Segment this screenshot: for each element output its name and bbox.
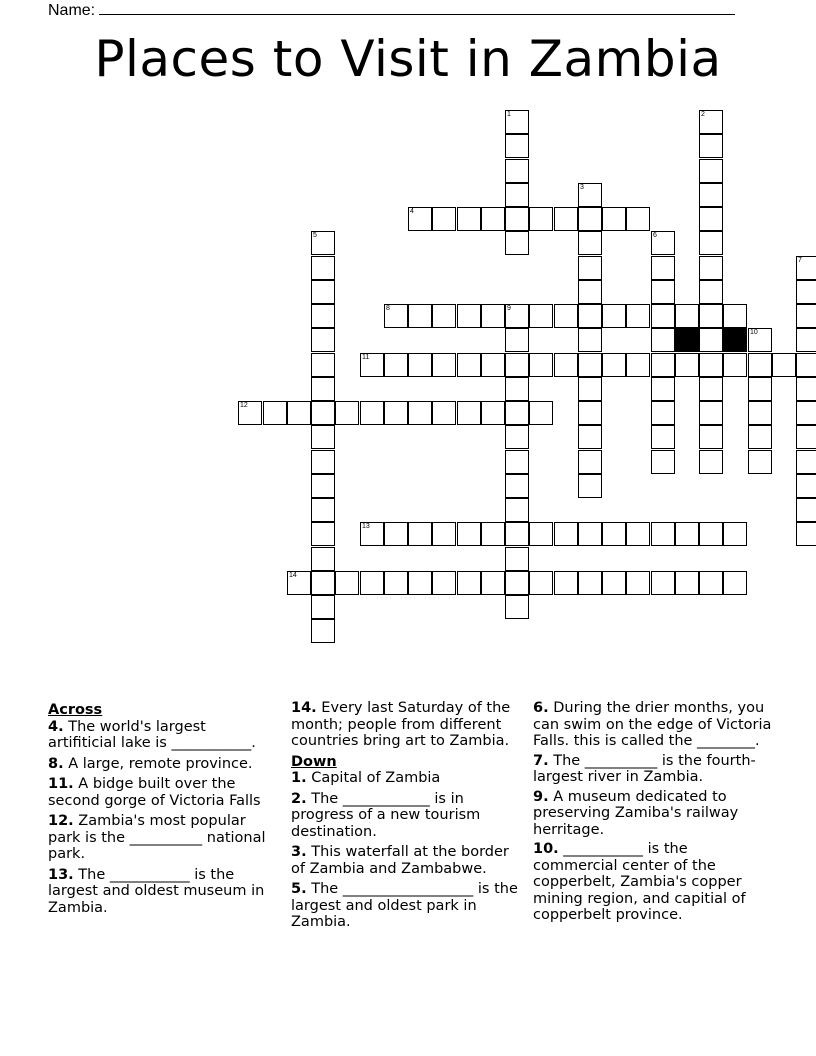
cell-number: 9 [507, 305, 511, 312]
grid-cell[interactable] [311, 547, 335, 571]
cell-number: 13 [362, 523, 370, 530]
cell-number: 4 [410, 208, 414, 215]
name-label: Name: [48, 2, 96, 19]
grid-cell[interactable] [408, 304, 432, 328]
grid-cell[interactable] [311, 498, 335, 522]
grid-cell[interactable] [360, 571, 384, 595]
grid-cell[interactable] [360, 353, 384, 377]
clue-down-9: 9. A museum dedicated to preserving Zamiba's railway herritage. [533, 788, 739, 838]
grid-cell[interactable] [505, 159, 529, 183]
grid-cell[interactable] [796, 353, 816, 377]
grid-cell[interactable] [626, 304, 650, 328]
grid-cell[interactable] [772, 353, 796, 377]
grid-cell[interactable] [529, 401, 553, 425]
grid-cell[interactable] [505, 183, 529, 207]
grid-cell[interactable] [505, 353, 529, 377]
grid-cell[interactable] [311, 256, 335, 280]
grid-cell[interactable] [360, 401, 384, 425]
grid-cell[interactable] [554, 522, 578, 546]
grid-cell[interactable] [505, 474, 529, 498]
grid-cell[interactable] [602, 571, 626, 595]
grid-cell[interactable] [505, 207, 529, 231]
cell-number: 10 [750, 329, 758, 336]
grid-cell[interactable] [457, 522, 481, 546]
grid-cell[interactable] [529, 522, 553, 546]
clue-across-8: 8. A large, remote province. [48, 755, 253, 772]
grid-cell[interactable] [505, 571, 529, 595]
grid-cell[interactable] [384, 353, 408, 377]
grid-cell[interactable] [311, 571, 335, 595]
grid-cell[interactable] [723, 304, 747, 328]
grid-cell[interactable] [651, 571, 675, 595]
grid-cell[interactable] [626, 571, 650, 595]
grid-cell[interactable] [481, 353, 505, 377]
grid-cell[interactable] [408, 522, 432, 546]
grid-cell[interactable] [457, 207, 481, 231]
clue-down-3: 3. This waterfall at the border of Zambia and Zambabwe. [291, 844, 509, 877]
grid-cell[interactable] [505, 522, 529, 546]
grid-cell[interactable] [505, 498, 529, 522]
grid-cell[interactable] [699, 353, 723, 377]
clue-across-13: 13. The ___________ is the largest and oldest museum in Zambia. [48, 866, 265, 916]
cell-number: 2 [701, 111, 705, 118]
clue-column-2 [291, 700, 523, 935]
grid-cell[interactable] [699, 110, 723, 134]
grid-cell[interactable] [578, 256, 602, 280]
grid-cell[interactable] [796, 450, 816, 474]
grid-cell[interactable] [675, 304, 699, 328]
grid-cell[interactable] [796, 256, 816, 280]
grid-cell[interactable] [699, 280, 723, 304]
cell-number: 1 [507, 111, 511, 118]
grid-cell[interactable] [602, 304, 626, 328]
clue-down-1: 1. Capital of Zambia [291, 770, 441, 786]
grid-cell[interactable] [554, 571, 578, 595]
grid-cell[interactable] [748, 401, 772, 425]
grid-cell[interactable] [796, 377, 816, 401]
grid-cell[interactable] [481, 207, 505, 231]
cell-number: 7 [798, 257, 802, 264]
grid-cell[interactable] [505, 304, 529, 328]
grid-cell[interactable] [311, 595, 335, 619]
grid-cell[interactable] [263, 401, 287, 425]
grid-cell[interactable] [529, 304, 553, 328]
grid-cell[interactable] [651, 450, 675, 474]
grid-cell[interactable] [311, 377, 335, 401]
clue-across-4: 4. The world's largest artifiticial lake is ___________. [48, 718, 256, 751]
down-heading: Down [291, 753, 337, 770]
grid-cell[interactable] [723, 522, 747, 546]
grid-cell[interactable] [675, 571, 699, 595]
grid-cell[interactable] [651, 304, 675, 328]
grid-cell[interactable] [408, 571, 432, 595]
grid-black-cell [675, 328, 699, 352]
grid-cell[interactable] [457, 304, 481, 328]
grid-cell[interactable] [651, 231, 675, 255]
clue-across-11: 11. A bidge built over the second gorge of Victoria Falls [48, 776, 261, 809]
grid-cell[interactable] [748, 425, 772, 449]
grid-cell[interactable] [651, 256, 675, 280]
grid-cell[interactable] [651, 328, 675, 352]
grid-cell[interactable] [457, 571, 481, 595]
cell-number: 12 [240, 402, 248, 409]
grid-cell[interactable] [481, 522, 505, 546]
grid-cell[interactable] [651, 353, 675, 377]
grid-cell[interactable] [578, 377, 602, 401]
grid-cell[interactable] [602, 207, 626, 231]
grid-cell[interactable] [699, 304, 723, 328]
grid-cell[interactable] [699, 401, 723, 425]
grid-cell[interactable] [287, 401, 311, 425]
grid-cell[interactable] [529, 353, 553, 377]
grid-cell[interactable] [335, 571, 359, 595]
grid-cell[interactable] [481, 571, 505, 595]
grid-cell[interactable] [408, 207, 432, 231]
clue-across-12: 12. Zambia's most popular park is the __________ national park. [48, 813, 266, 862]
grid-cell[interactable] [505, 110, 529, 134]
grid-cell[interactable] [505, 547, 529, 571]
cell-number: 14 [289, 572, 297, 579]
grid-cell[interactable] [796, 498, 816, 522]
grid-cell[interactable] [311, 474, 335, 498]
grid-cell[interactable] [311, 425, 335, 449]
grid-cell[interactable] [529, 571, 553, 595]
grid-cell[interactable] [578, 328, 602, 352]
cell-number: 5 [313, 232, 317, 239]
grid-cell[interactable] [311, 401, 335, 425]
grid-cell[interactable] [360, 522, 384, 546]
clue-down-10: 10. ___________ is the commercial center of the copperbelt, Zambia's copper mining region, and capitial of copperbelt province. [533, 841, 746, 923]
grid-cell[interactable] [432, 571, 456, 595]
cell-number: 6 [653, 232, 657, 239]
grid-cell[interactable] [311, 328, 335, 352]
grid-cell[interactable] [311, 619, 335, 643]
grid-cell[interactable] [651, 425, 675, 449]
grid-cell[interactable] [699, 256, 723, 280]
grid-cell[interactable] [796, 425, 816, 449]
grid-cell[interactable] [748, 450, 772, 474]
grid-cell[interactable] [432, 401, 456, 425]
grid-cell[interactable] [384, 571, 408, 595]
grid-cell[interactable] [626, 207, 650, 231]
grid-cell[interactable] [384, 401, 408, 425]
grid-cell[interactable] [578, 280, 602, 304]
grid-cell[interactable] [699, 450, 723, 474]
grid-cell[interactable] [505, 401, 529, 425]
grid-cell[interactable] [699, 522, 723, 546]
grid-cell[interactable] [384, 522, 408, 546]
grid-cell[interactable] [505, 377, 529, 401]
grid-cell[interactable] [699, 328, 723, 352]
grid-cell[interactable] [505, 595, 529, 619]
grid-cell[interactable] [651, 377, 675, 401]
grid-cell[interactable] [432, 353, 456, 377]
grid-cell[interactable] [578, 474, 602, 498]
clue-down-7: 7. The __________ is the fourth-largest river in Zambia. [533, 752, 756, 785]
grid-cell[interactable] [505, 231, 529, 255]
cell-number: 11 [362, 354, 370, 361]
grid-cell[interactable] [311, 280, 335, 304]
grid-cell[interactable] [723, 353, 747, 377]
clue-down-5: 5. The __________________ is the largest and oldest park in Zambia. [291, 881, 518, 930]
grid-cell[interactable] [796, 474, 816, 498]
grid-cell[interactable] [699, 134, 723, 158]
grid-cell[interactable] [748, 328, 772, 352]
grid-cell[interactable] [723, 571, 747, 595]
clue-column-3 [533, 700, 773, 927]
grid-cell[interactable] [311, 231, 335, 255]
grid-cell[interactable] [578, 353, 602, 377]
grid-cell[interactable] [796, 304, 816, 328]
grid-cell[interactable] [578, 522, 602, 546]
grid-cell[interactable] [529, 207, 553, 231]
grid-cell[interactable] [408, 401, 432, 425]
grid-cell[interactable] [796, 401, 816, 425]
grid-cell[interactable] [748, 377, 772, 401]
grid-cell[interactable] [675, 522, 699, 546]
grid-cell[interactable] [699, 159, 723, 183]
grid-black-cell [723, 328, 747, 352]
grid-cell[interactable] [311, 304, 335, 328]
cell-number: 8 [386, 305, 390, 312]
grid-cell[interactable] [699, 207, 723, 231]
grid-cell[interactable] [457, 401, 481, 425]
grid-cell[interactable] [578, 401, 602, 425]
grid-cell[interactable] [578, 571, 602, 595]
grid-cell[interactable] [602, 353, 626, 377]
grid-cell[interactable] [432, 522, 456, 546]
grid-cell[interactable] [651, 401, 675, 425]
across-heading: Across [48, 702, 103, 718]
grid-cell[interactable] [432, 304, 456, 328]
grid-cell[interactable] [699, 183, 723, 207]
grid-cell[interactable] [457, 353, 481, 377]
grid-cell[interactable] [796, 522, 816, 546]
grid-cell[interactable] [408, 353, 432, 377]
grid-cell[interactable] [554, 353, 578, 377]
grid-cell[interactable] [311, 522, 335, 546]
grid-cell[interactable] [432, 207, 456, 231]
grid-cell[interactable] [505, 134, 529, 158]
grid-cell[interactable] [796, 280, 816, 304]
clue-down-6: 6. During the drier months, you can swim on the edge of Victoria Falls. this is called the ________. [533, 700, 772, 749]
grid-cell[interactable] [699, 571, 723, 595]
grid-cell[interactable] [578, 207, 602, 231]
grid-cell[interactable] [311, 353, 335, 377]
grid-cell[interactable] [626, 353, 650, 377]
grid-cell[interactable] [554, 304, 578, 328]
grid-cell[interactable] [335, 401, 359, 425]
grid-cell[interactable] [384, 304, 408, 328]
grid-cell[interactable] [311, 450, 335, 474]
grid-cell[interactable] [699, 231, 723, 255]
page-title: Places to Visit in Zambia [94, 30, 722, 88]
grid-cell[interactable] [481, 401, 505, 425]
grid-cell[interactable] [675, 353, 699, 377]
grid-cell[interactable] [287, 571, 311, 595]
grid-cell[interactable] [578, 425, 602, 449]
clue-across-14: 14. Every last Saturday of the month; people from different countries bring art to Zambia. [291, 700, 511, 749]
grid-cell[interactable] [602, 522, 626, 546]
grid-cell[interactable] [578, 231, 602, 255]
grid-cell[interactable] [626, 522, 650, 546]
cell-number: 3 [580, 184, 584, 191]
grid-cell[interactable] [578, 450, 602, 474]
grid-cell[interactable] [481, 304, 505, 328]
grid-cell[interactable] [578, 304, 602, 328]
clue-column-1 [48, 700, 278, 920]
grid-cell[interactable] [505, 450, 529, 474]
grid-cell[interactable] [796, 328, 816, 352]
grid-cell[interactable] [505, 425, 529, 449]
grid-cell[interactable] [699, 377, 723, 401]
clue-down-2: 2. The ____________ is in progress of a new tourism destination. [291, 790, 481, 840]
grid-cell[interactable] [651, 522, 675, 546]
grid-cell[interactable] [699, 425, 723, 449]
grid-cell[interactable] [651, 280, 675, 304]
grid-cell[interactable] [578, 183, 602, 207]
grid-cell[interactable] [748, 353, 772, 377]
grid-cell[interactable] [238, 401, 262, 425]
grid-cell[interactable] [505, 328, 529, 352]
grid-cell[interactable] [554, 207, 578, 231]
